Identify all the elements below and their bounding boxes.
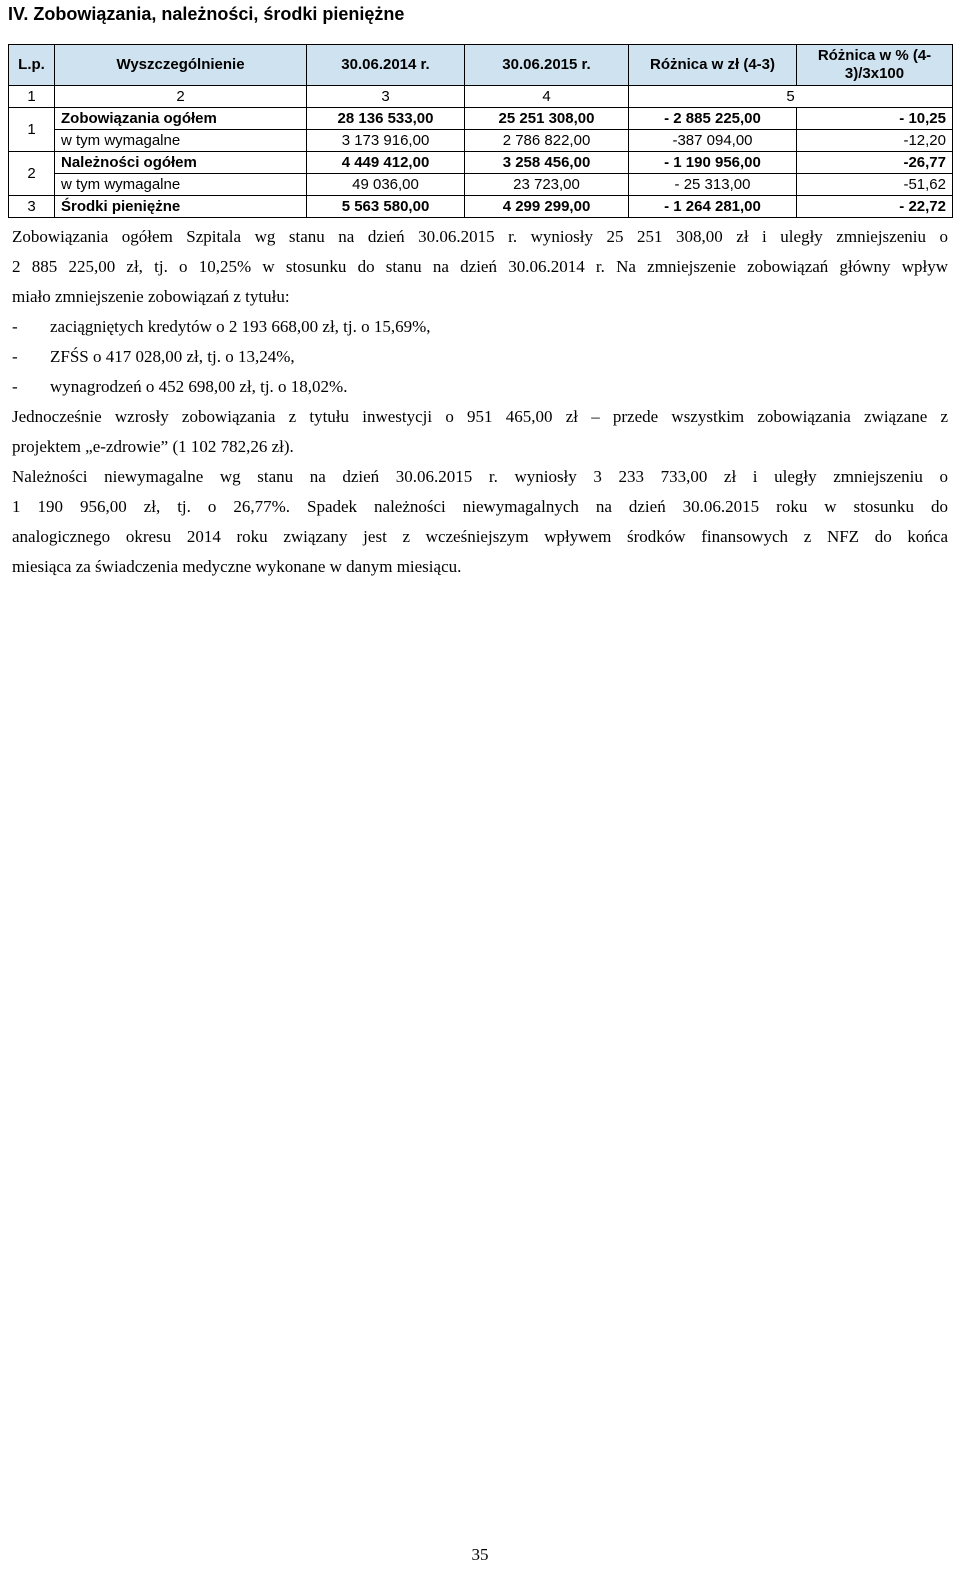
row-diff: - 1 264 281,00 — [629, 196, 797, 218]
list-dash: - — [12, 317, 18, 336]
row-value-2015: 2 786 822,00 — [465, 130, 629, 152]
list-item — [12, 342, 948, 372]
header-description: Wyszczególnienie — [55, 45, 307, 86]
row-value-2014: 5 563 580,00 — [307, 196, 465, 218]
paragraph-line: 2 885 225,00 zł, tj. o 10,25% w stosunku do stanu na dzień 30.06.2014 r. Na zmniejszenie zobowiązań główny wpływ — [12, 257, 948, 276]
list-item-text: wynagrodzeń o 452 698,00 zł, tj. o 18,02%. — [50, 377, 348, 396]
row-value-2014: 4 449 412,00 — [307, 152, 465, 174]
column-number-row — [9, 86, 953, 108]
row-lp: 2 — [9, 152, 55, 196]
paragraph-line: Zobowiązania ogółem Szpitala wg stanu na dzień 30.06.2015 r. wyniosły 25 251 308,00 zł i uległy zmniejszeniu o — [12, 227, 948, 246]
header-diff-pln: Różnica w zł (4-3) — [629, 45, 797, 86]
row-name: w tym wymagalne — [55, 174, 307, 196]
paragraph-line: projektem „e-zdrowie” (1 102 782,26 zł). — [12, 437, 294, 456]
paragraph-line: analogicznego okresu 2014 roku związany jest z wcześniejszym wpływem środków finansowych z NFZ do końca — [12, 527, 948, 546]
colnum-2: 2 — [55, 86, 307, 108]
row-pct: - 22,72 — [797, 196, 953, 218]
row-pct: -26,77 — [797, 152, 953, 174]
row-diff: -387 094,00 — [629, 130, 797, 152]
row-diff: - 2 885 225,00 — [629, 108, 797, 130]
row-lp: 1 — [9, 108, 55, 152]
row-name: Zobowiązania ogółem — [55, 108, 307, 130]
colnum-5: 5 — [629, 86, 953, 108]
row-diff: - 1 190 956,00 — [629, 152, 797, 174]
header-2014: 30.06.2014 r. — [307, 45, 465, 86]
row-pct: - 10,25 — [797, 108, 953, 130]
row-value-2015: 25 251 308,00 — [465, 108, 629, 130]
row-value-2015: 4 299 299,00 — [465, 196, 629, 218]
row-value-2015: 3 258 456,00 — [465, 152, 629, 174]
page-number: 35 — [471, 1545, 489, 1564]
table-row — [9, 196, 953, 218]
list-item — [12, 372, 948, 402]
paragraph-line: Należności niewymagalne wg stanu na dzień 30.06.2015 r. wyniosły 3 233 733,00 zł i uległy zmniejszeniu o — [12, 467, 948, 486]
row-name: Środki pieniężne — [55, 196, 307, 218]
header-2015: 30.06.2015 r. — [465, 45, 629, 86]
section-heading: IV. Zobowiązania, należności, środki pieniężne — [8, 4, 405, 24]
table-row — [9, 108, 953, 130]
row-value-2015: 23 723,00 — [465, 174, 629, 196]
list-item — [12, 312, 948, 342]
table-row — [9, 152, 953, 174]
row-name: w tym wymagalne — [55, 130, 307, 152]
body-text — [12, 222, 948, 582]
list-dash: - — [12, 377, 18, 396]
row-value-2014: 3 173 916,00 — [307, 130, 465, 152]
row-value-2014: 28 136 533,00 — [307, 108, 465, 130]
row-pct: -12,20 — [797, 130, 953, 152]
table-header-row — [9, 45, 953, 86]
colnum-3: 3 — [307, 86, 465, 108]
table-row — [9, 174, 953, 196]
row-value-2014: 49 036,00 — [307, 174, 465, 196]
colnum-1: 1 — [9, 86, 55, 108]
paragraph-line: miesiąca za świadczenia medyczne wykonane w danym miesiącu. — [12, 557, 462, 576]
colnum-4: 4 — [465, 86, 629, 108]
paragraph-line: Jednocześnie wzrosły zobowiązania z tytułu inwestycji o 951 465,00 zł – przede wszystkim zobowiązania związane z — [12, 407, 948, 426]
financial-table — [8, 44, 953, 218]
header-diff-pct: Różnica w % (4-3)/3x100 — [797, 45, 953, 86]
list-dash: - — [12, 347, 18, 366]
row-pct: -51,62 — [797, 174, 953, 196]
row-lp: 3 — [9, 196, 55, 218]
table-row — [9, 130, 953, 152]
row-diff: - 25 313,00 — [629, 174, 797, 196]
row-name: Należności ogółem — [55, 152, 307, 174]
header-lp: L.p. — [9, 45, 55, 86]
list-item-text: zaciągniętych kredytów o 2 193 668,00 zł, tj. o 15,69%, — [50, 317, 431, 336]
paragraph-line: miało zmniejszenie zobowiązań z tytułu: — [12, 287, 290, 306]
paragraph-line: 1 190 956,00 zł, tj. o 26,77%. Spadek należności niewymagalnych na dzień 30.06.2015 roku w stosunku do — [12, 497, 948, 516]
list-item-text: ZFŚS o 417 028,00 zł, tj. o 13,24%, — [50, 347, 295, 366]
